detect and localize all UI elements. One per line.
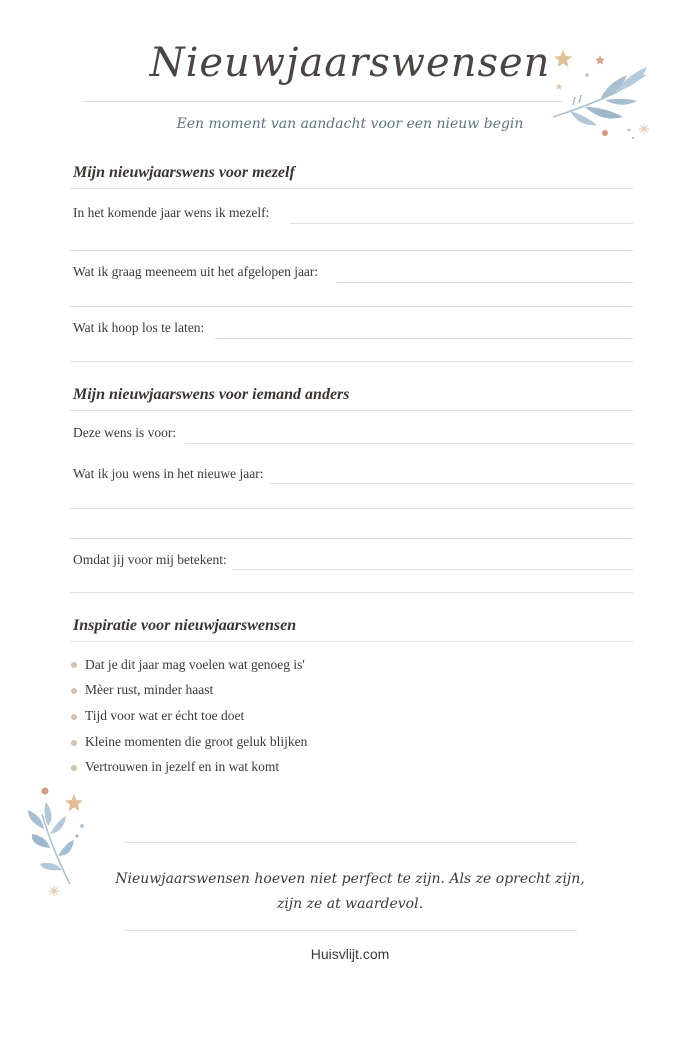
bullet-icon (71, 714, 77, 720)
list-item: Dat je dit jaar mag voelen wat genoeg is' (85, 657, 305, 672)
section-heading-inspiration: Inspiratie voor nieuwjaarswensen (73, 617, 297, 634)
wish-self-input[interactable] (290, 223, 633, 224)
footer-quote-line2: zijn ze at waardevol. (276, 896, 424, 912)
section-heading-other: Mijn nieuwjaarswens voor iemand anders (73, 386, 350, 403)
wish-self-input-line2[interactable] (70, 250, 633, 251)
footer-divider-bottom (124, 930, 577, 931)
list-item: Kleine momenten die groot geluk blijken (85, 734, 308, 749)
list-item: Vertrouwen in jezelf en in wat komt (85, 759, 280, 774)
section-divider (70, 410, 633, 411)
field-label: Wat ik graag meeneem uit het afgelopen jaar: (73, 264, 319, 279)
wish-recipient-input[interactable] (185, 443, 633, 444)
field-label: In het komende jaar wens ik mezelf: (73, 205, 270, 220)
section-heading-self: Mijn nieuwjaarswens voor mezelf (73, 164, 295, 181)
wish-for-you-input-line3[interactable] (70, 538, 633, 539)
field-label: Wat ik hoop los te laten: (73, 320, 205, 335)
keep-from-past-year-input-line2[interactable] (70, 306, 633, 307)
field-label: Deze wens is voor: (73, 425, 177, 440)
what-you-mean-input-line2[interactable] (70, 592, 633, 593)
footer-quote-line1: Nieuwjaarswensen hoeven niet perfect te zijn. Als ze oprecht zijn, (115, 871, 585, 887)
page-title: Nieuwjaarswensen (149, 40, 551, 86)
list-item: Tijd voor wat er écht toe doet (85, 708, 245, 723)
title-divider (82, 101, 562, 102)
star-icon (554, 50, 572, 67)
page-subtitle: Een moment van aandacht voor een nieuw begin (176, 116, 524, 132)
let-go-input[interactable] (215, 338, 633, 339)
let-go-input-line2[interactable] (70, 361, 633, 362)
list-item: Mèer rust, minder haast (85, 682, 214, 697)
field-label: Omdat jij voor mij betekent: (73, 552, 227, 567)
section-divider (70, 188, 633, 189)
bullet-icon (71, 662, 77, 668)
section-divider (70, 641, 633, 642)
bullet-icon (71, 765, 77, 771)
wish-for-you-input-line2[interactable] (70, 508, 633, 509)
bullet-icon (71, 740, 77, 746)
footer-divider-top (124, 842, 577, 843)
site-link[interactable]: Huisvlijt.com (310, 946, 390, 962)
leaf-branch-decoration-top (545, 45, 655, 145)
what-you-mean-input[interactable] (232, 569, 633, 570)
field-label: Wat ik jou wens in het nieuwe jaar: (73, 466, 264, 481)
keep-from-past-year-input[interactable] (336, 282, 633, 283)
bullet-icon (71, 688, 77, 694)
wish-for-you-input[interactable] (270, 483, 633, 484)
